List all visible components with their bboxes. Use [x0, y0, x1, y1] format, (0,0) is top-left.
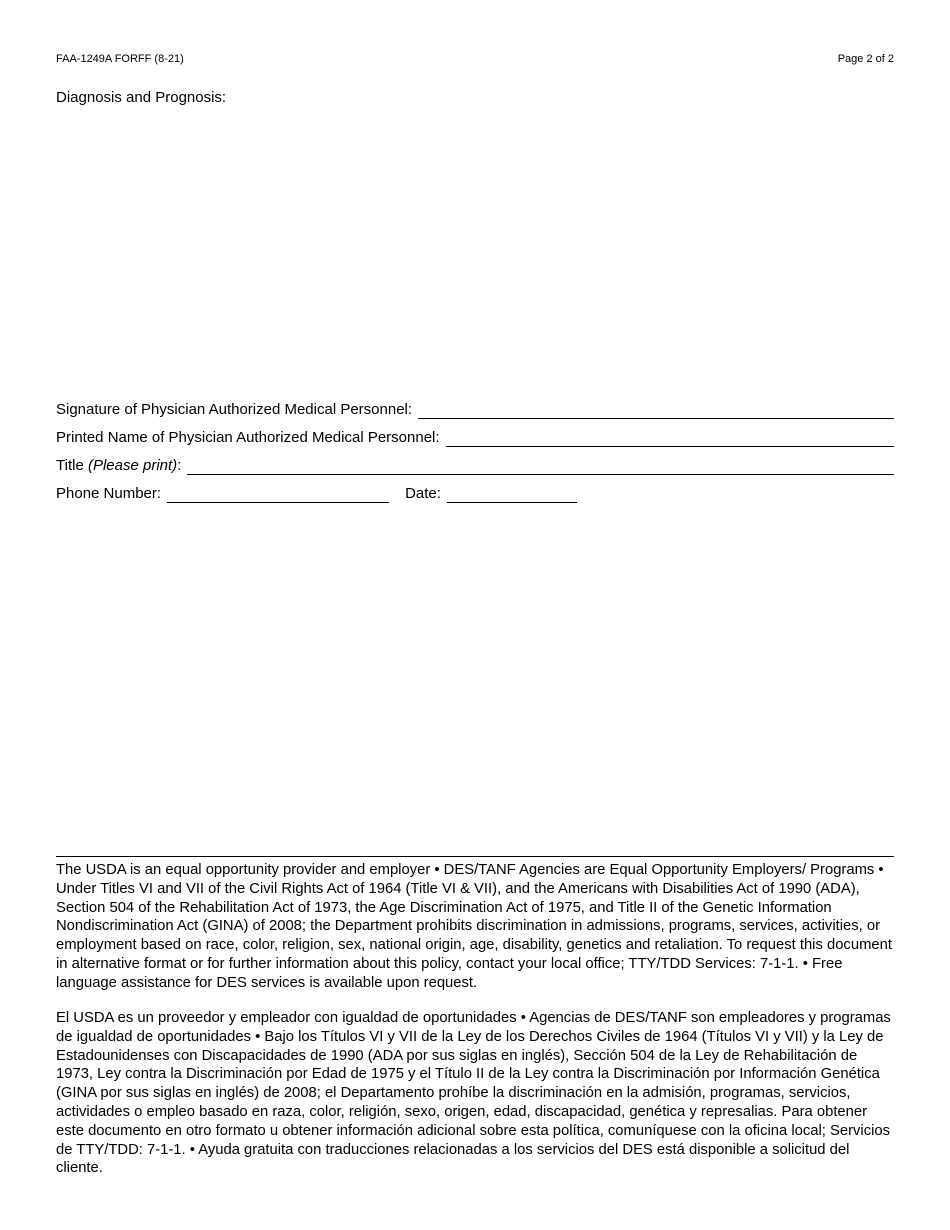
notice-divider	[56, 856, 894, 857]
phone-label: Phone Number:	[56, 485, 162, 502]
title-label-text: Title	[56, 457, 84, 474]
printed-name-label: Printed Name of Physician Authorized Medical Personnel:	[56, 429, 440, 446]
notice-english: The USDA is an equal opportunity provider and employer • DES/TANF Agencies are Equal Opportunity Employers/ Programs • Under Titles VI and VII of the Civil Rights Act of 1964 (Title VI & VII), and the Americans with Disabilities Act of 1990 (ADA), Section 504 of the Rehabilitation Act of 1973, the Age Discrimination Act of 1975, and Title II of the Genetic Information Nondiscrimination Act (GINA) of 2008; the Department prohibits discrimination in admissions, programs, services, activities, or employment based on race, color, religion, sex, national origin, age, disability, genetics and retaliation. To request this document in alternative format or for further information about this policy, contact your local office; TTY/TDD Services: 7-1-1. • Free language assistance for DES services is available upon request.	[56, 862, 892, 991]
page-number: Page 2 of 2	[837, 53, 894, 65]
phone-date-row	[56, 485, 894, 503]
printed-name-row	[56, 429, 894, 447]
title-hint: (Please print)	[87, 457, 178, 474]
notice-spanish: El USDA es un proveedor y empleador con igualdad de oportunidades • Agencias de DES/TANF son empleadores y programas de igualdad de oportunidades • Bajo los Títulos VI y VII de la Ley de los Derechos Civiles de 1964 (Títulos VI y VII) y la Ley de Estadounidenses con Discapacidades de 1990 (ADA por sus siglas en inglés), Sección 504 de la Ley de Rehabilitación de 1973, Ley contra la Discriminación por Edad de 1975 y el Título II de la Ley contra la Discriminación por Información Genética (GINA por sus siglas en inglés) de 2008; el Departamento prohíbe la discriminación en la admisión, programas, servicios, actividades o empleo basado en raza, color, religión, sexo, origen, edad, discapacidad, genética y represalias. Para obtener este documento en otro formato u obtener información adicional sobre esta política, comuníquese con la oficina local; Servicios de TTY/TDD: 7-1-1. • Ayuda gratuita con traducciones relacionadas a los servicios del DES está disponible a solicitud del cliente.	[56, 1010, 891, 1177]
form-id: FAA-1249A FORFF (8-21)	[56, 53, 184, 65]
title-field[interactable]	[187, 460, 894, 475]
title-label	[56, 457, 181, 475]
diagnosis-prognosis-label: Diagnosis and Prognosis:	[56, 89, 227, 106]
signature-row	[56, 401, 894, 419]
signature-field[interactable]	[418, 404, 894, 419]
title-row	[56, 457, 894, 475]
signature-label: Signature of Physician Authorized Medical Personnel:	[56, 401, 413, 418]
title-colon: :	[177, 457, 182, 474]
printed-name-field[interactable]	[446, 432, 894, 447]
phone-field[interactable]	[167, 488, 389, 503]
diagnosis-prognosis-area[interactable]	[56, 112, 894, 392]
date-field[interactable]	[447, 488, 577, 503]
date-label: Date:	[405, 485, 441, 502]
